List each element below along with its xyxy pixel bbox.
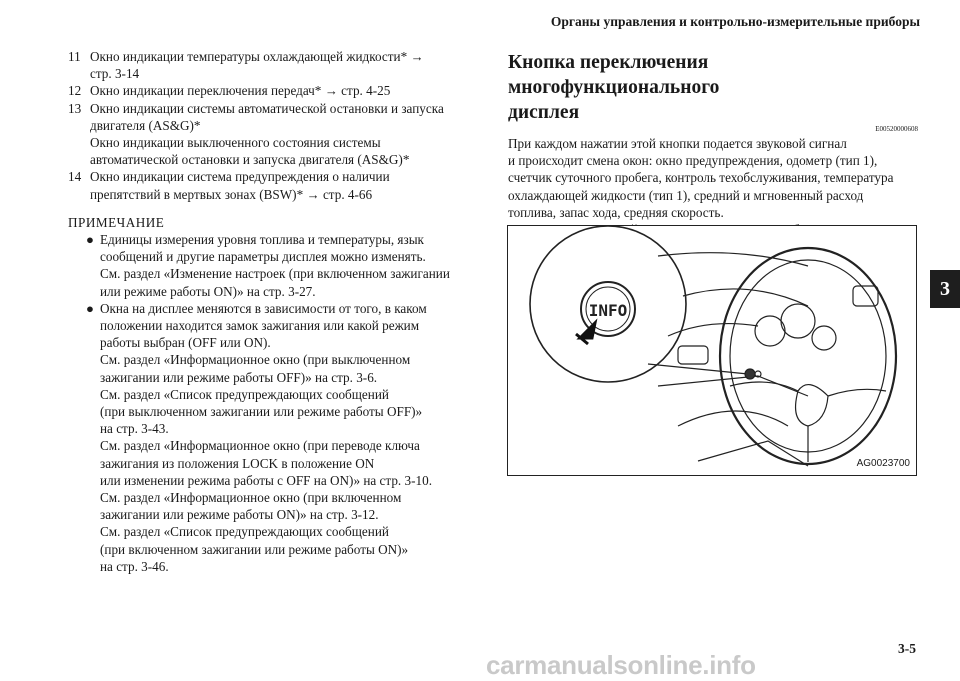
note-bullet: [68, 300, 478, 575]
text-line: сообщений и другие параметры дисплея можно изменять.: [100, 249, 426, 265]
text-line: двигателя (AS&G)*: [90, 117, 201, 133]
info-button-label: INFO: [588, 301, 628, 320]
list-item: [68, 82, 478, 99]
list-item: [68, 48, 478, 82]
list-item-number: 12: [68, 83, 82, 99]
text-line: автоматической остановки и запуска двигателя (AS&G)*: [90, 152, 410, 168]
section-title-line: дисплея: [508, 102, 580, 123]
text-line: Окна на дисплее меняются в зависимости от того, в каком: [100, 300, 427, 316]
indicator-list: [68, 48, 478, 203]
text-line: счетчик суточного пробега, контроль техобслуживания, температура: [508, 170, 894, 186]
running-header: Органы управления и контрольно-измерительные приборы: [550, 14, 920, 29]
bullet-icon: ●: [86, 300, 94, 316]
text-line: Окно индикации выключенного состояния системы: [90, 135, 381, 151]
list-item-number: 11: [68, 49, 81, 64]
note-bullet-text: [100, 300, 478, 575]
text-line: См. раздел «Список предупреждающих сообщений: [100, 386, 389, 402]
list-item-text: [90, 100, 478, 169]
section-title-line: Кнопка переключения многофункционального: [508, 52, 720, 98]
text-line: зажигания из положения LOCK в положение ON: [100, 455, 375, 471]
list-item-number: 13: [68, 100, 82, 116]
text-line: См. раздел «Информационное окно (при выключенном: [100, 352, 411, 368]
pointer-arrow-icon: [576, 323, 595, 344]
text-line: и происходит смена окон: окно предупреждения, одометр (тип 1),: [508, 153, 878, 169]
text-line: (при включенном зажигании или режиме работы ON)»: [100, 541, 409, 557]
note-bullet-text: [100, 231, 478, 300]
watermark: carmanualsonline.info: [486, 650, 756, 680]
text-line: Окно индикации системы автоматической остановки и запуска: [90, 100, 444, 116]
list-item-text: [90, 48, 478, 82]
text-line: на стр. 3-46.: [100, 558, 169, 574]
text-line: (при выключенном зажигании или режиме работы OFF)»: [100, 404, 423, 420]
section-code: E00520000608: [875, 125, 918, 133]
text-line: на стр. 3-43.: [100, 421, 169, 437]
list-item-text: [90, 82, 478, 99]
text-line: См. раздел «Информационное окно (при включенном: [100, 490, 402, 506]
text-line: охлаждающей жидкости (тип 1), средний и мгновенный расход: [508, 187, 864, 203]
figure-code: AG0023700: [856, 458, 910, 469]
dashboard-illustration: [507, 225, 917, 476]
text-line: зажигании или режиме работы ON)» на стр. 3-12.: [100, 507, 379, 523]
text-line: Окно индикации переключения передач* → стр. 4-25: [90, 83, 391, 99]
text-line: Окно индикации система предупреждения о наличии: [90, 169, 390, 185]
text-line: См. раздел «Список предупреждающих сообщений: [100, 524, 389, 540]
note-bullets: [68, 231, 478, 575]
list-item-number: 14: [68, 169, 82, 185]
list-item: [68, 168, 478, 202]
chapter-tab: 3: [930, 270, 960, 308]
left-column: [68, 48, 478, 575]
dashboard-drawing: [508, 226, 918, 477]
page-number: 3-5: [898, 641, 916, 656]
text-line: См. раздел «Информационное окно (при переводе ключа: [100, 438, 420, 454]
text-line: Окно индикации температуры охлаждающей жидкости* →: [90, 49, 424, 64]
text-line: См. раздел «Изменение настроек (при включенном зажигании: [100, 266, 450, 282]
text-line: или изменении режима работы с OFF на ON)» на стр. 3-10.: [100, 472, 432, 488]
text-line: При каждом нажатии этой кнопки подается звуковой сигнал: [508, 136, 847, 151]
text-line: работы выбран (OFF или ON).: [100, 335, 271, 351]
text-line: зажигании или режиме работы OFF)» на стр. 3-6.: [100, 369, 378, 385]
section-title: [508, 50, 918, 125]
text-line: препятствий в мертвых зонах (BSW)* → стр. 4-66: [90, 186, 373, 202]
list-item-text: [90, 168, 478, 202]
note-title: ПРИМЕЧАНИЕ: [68, 214, 165, 230]
note-bullet: [68, 231, 478, 300]
text-line: топлива, запас хода, средняя скорость.: [508, 204, 724, 220]
text-line: стр. 3-14: [90, 66, 140, 82]
text-line: положении находится замок зажигания или какой режим: [100, 318, 420, 334]
list-item: [68, 100, 478, 169]
bullet-icon: ●: [86, 232, 94, 248]
text-line: Единицы измерения уровня топлива и температуры, язык: [100, 232, 424, 248]
text-line: или режиме работы ON)» на стр. 3-27.: [100, 283, 316, 299]
